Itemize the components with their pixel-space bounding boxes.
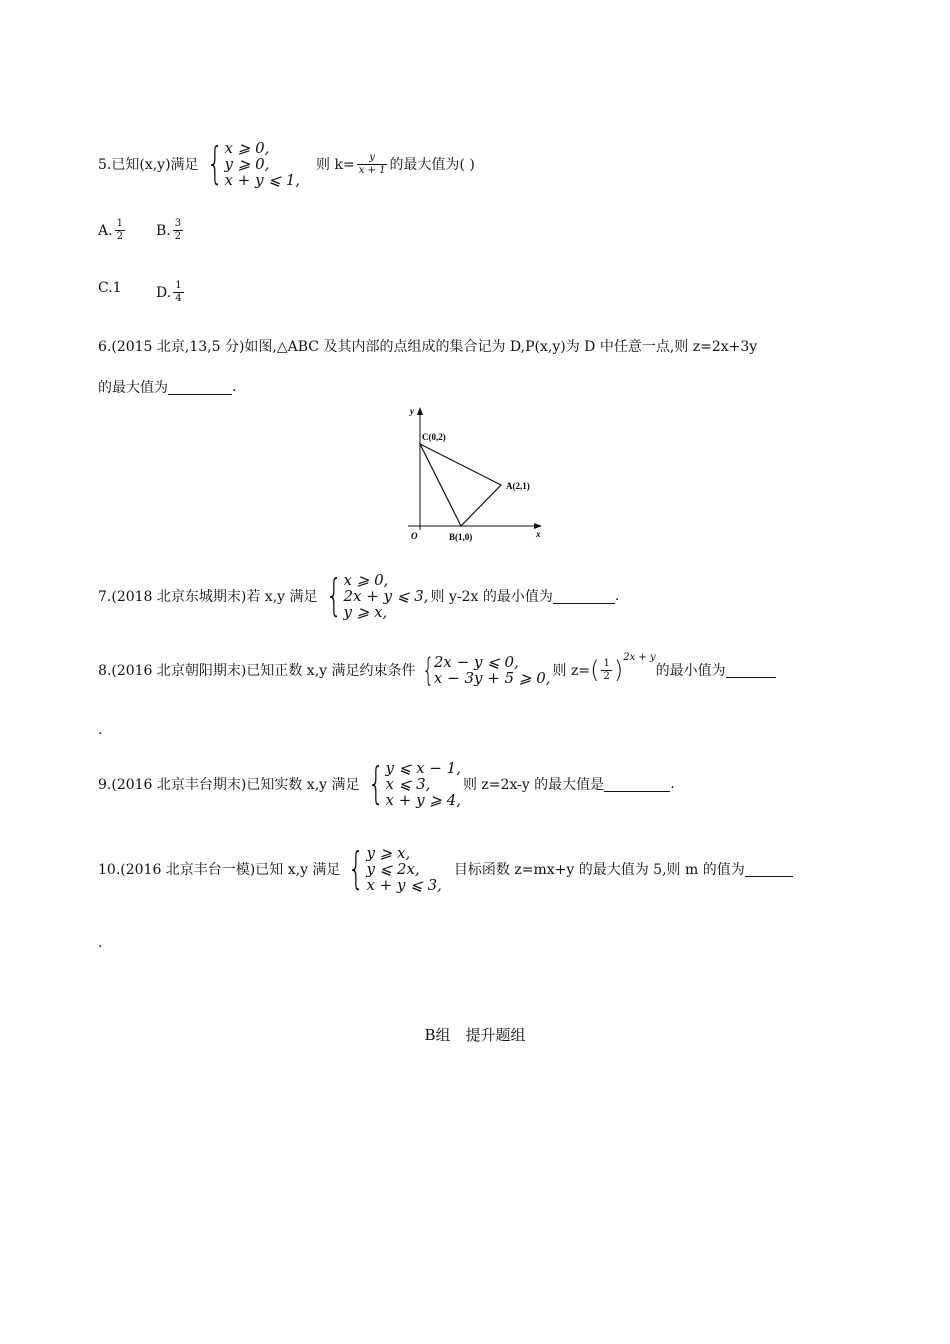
- section-heading: B组 提升题组: [424, 1026, 526, 1044]
- brace-icon: {: [325, 570, 342, 621]
- q10-system: { y ⩾ x, y ⩽ 2x, x + y ⩽ 3,: [348, 843, 442, 894]
- q10-line: 10.(2016 北京丰台一模)已知 x,y 满足 { y ⩾ x, y ⩽ 2x, x + y ⩽ 3, 目标函数 z=mx+y 的最大值为 5,则 m 的值为: [98, 845, 793, 893]
- q5-suffix: 的最大值为( ): [389, 157, 475, 173]
- q8-exponent: 2x + y: [623, 652, 656, 663]
- q5-fraction: $\frac{y}{x + 1}$: [358, 151, 386, 176]
- q6-line1: 6.(2015 北京,13,5 分)如图,△ABC 及其内部的点组成的集合记为 D,P(x,y)为 D 中任意一点,则 z=2x+3y: [98, 339, 758, 355]
- x-axis-label: x: [536, 529, 541, 539]
- answer-blank: [553, 589, 615, 604]
- left-paren-icon: (: [590, 656, 600, 684]
- brace-icon: {: [348, 843, 365, 894]
- answer-blank: [745, 862, 793, 877]
- y-axis-label: y: [410, 406, 414, 416]
- brace-icon: {: [367, 758, 384, 809]
- q8-system: { 2x − y ⩽ 0, x − 3y + 5 ⩾ 0,: [421, 651, 551, 689]
- q8-end: .: [98, 722, 103, 738]
- q9-line: 9.(2016 北京丰台期末)已知实数 x,y 满足 { y ⩽ x − 1, x ⩽ 3, x + y ⩾ 4, 则 z=2x-y 的最大值是 .: [98, 758, 675, 809]
- answer-blank: [604, 777, 670, 792]
- q5-mid: 则 k=: [316, 157, 355, 173]
- q5-prefix: 5.已知(x,y)满足: [98, 157, 199, 173]
- q5-option-b: B. $\frac{3}{2}$: [156, 218, 182, 242]
- brace-icon: {: [206, 138, 223, 189]
- q7-system: { x ⩾ 0, 2x + y ⩽ 3, y ⩾ x,: [325, 570, 429, 621]
- q9-system: { y ⩽ x − 1, x ⩽ 3, x + y ⩾ 4,: [367, 758, 461, 809]
- q5-sys-row: x + y ⩽ 1,: [224, 171, 301, 189]
- triangle-abc: [420, 444, 501, 526]
- answer-blank: [168, 380, 232, 395]
- point-a-label: A(2,1): [506, 481, 530, 491]
- right-paren-icon: ): [613, 656, 624, 684]
- point-b-label: B(1,0): [449, 532, 473, 542]
- q5-option-c: C.1: [98, 280, 122, 296]
- q5-sys-row: x ⩾ 0,: [224, 139, 270, 157]
- answer-blank: [726, 663, 776, 678]
- q6-line2: 的最大值为 .: [98, 379, 237, 396]
- q6-figure: [400, 400, 550, 548]
- q5-system: [201, 140, 300, 188]
- q5-line: [98, 140, 475, 188]
- q10-end: .: [98, 935, 103, 951]
- q8-fraction: $\frac{1}{2}$: [603, 657, 610, 682]
- q5-option-a: A. $\frac{1}{2}$: [98, 218, 123, 242]
- point-c-label: C(0,2): [422, 432, 446, 442]
- q7-line: 7.(2018 北京东城期末)若 x,y 满足 { x ⩾ 0, 2x + y ⩽ 3, y ⩾ x, 则 y-2x 的最小值为 .: [98, 570, 620, 621]
- q8-line: 8.(2016 北京朝阳期末)已知正数 x,y 满足约束条件 { 2x − y ⩽ 0, x − 3y + 5 ⩾ 0, 则 z= ( $\frac{1}{2}$ ) $^{2x + y}$ 的最小值为: [98, 654, 776, 686]
- q5-option-d: D. $\frac{1}{4}$: [156, 280, 182, 304]
- q5-sys-row: y ⩾ 0,: [224, 155, 270, 173]
- origin-label: O: [411, 531, 418, 541]
- y-axis-arrow-icon: [417, 407, 423, 415]
- brace-icon: {: [421, 651, 434, 689]
